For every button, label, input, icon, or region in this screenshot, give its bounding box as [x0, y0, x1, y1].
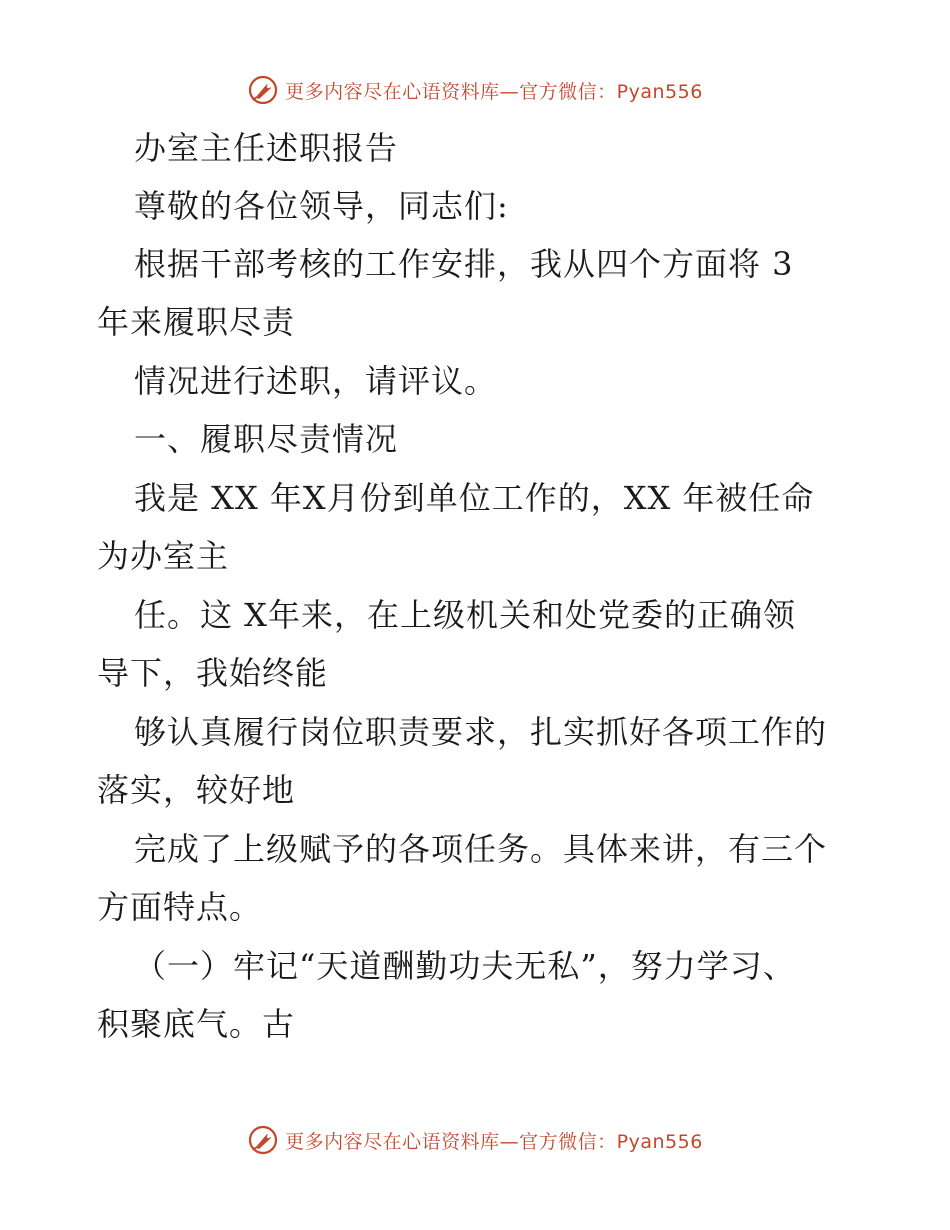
document-title: 办室主任述职报告 — [134, 129, 399, 167]
salutation: 尊敬的各位领导，同志们: — [134, 187, 509, 225]
pen-nib-icon — [247, 1124, 279, 1156]
watermark-header — [0, 70, 950, 110]
pen-nib-icon — [247, 74, 279, 106]
section-heading: 一、履职尽责情况 — [134, 420, 399, 458]
paragraph-line: 情况进行述职，请评议。 — [134, 362, 498, 400]
watermark-text: 更多内容尽在心语资料库—官方微信：Pyan556 — [285, 80, 703, 103]
watermark-text: 更多内容尽在心语资料库—官方微信：Pyan556 — [285, 1130, 703, 1153]
watermark-footer — [0, 1120, 950, 1160]
paragraph-line: 任。这 X年来，在上级机关和处党委的正确领 — [134, 596, 796, 634]
subsection-heading: （一）牢记“天道酬勤功夫无私”，努力学习、 — [134, 947, 796, 985]
paragraph-line: 积聚底气。古 — [97, 1005, 296, 1043]
paragraph-line: 落实，较好地 — [97, 771, 296, 809]
paragraph-line: 为办室主 — [97, 537, 230, 575]
paragraph-line: 我是 XX 年X月份到单位工作的，XX 年被任命 — [134, 479, 815, 517]
paragraph-line: 导下，我始终能 — [97, 654, 329, 692]
paragraph-line: 根据干部考核的工作安排，我从四个方面将 3 — [134, 245, 794, 283]
paragraph-line: 方面特点。 — [97, 888, 263, 926]
paragraph-line: 够认真履行岗位职责要求，扎实抓好各项工作的 — [134, 713, 828, 751]
paragraph-line: 完成了上级赋予的各项任务。具体来讲，有三个 — [134, 830, 828, 868]
paragraph-line: 年来履职尽责 — [97, 303, 296, 341]
